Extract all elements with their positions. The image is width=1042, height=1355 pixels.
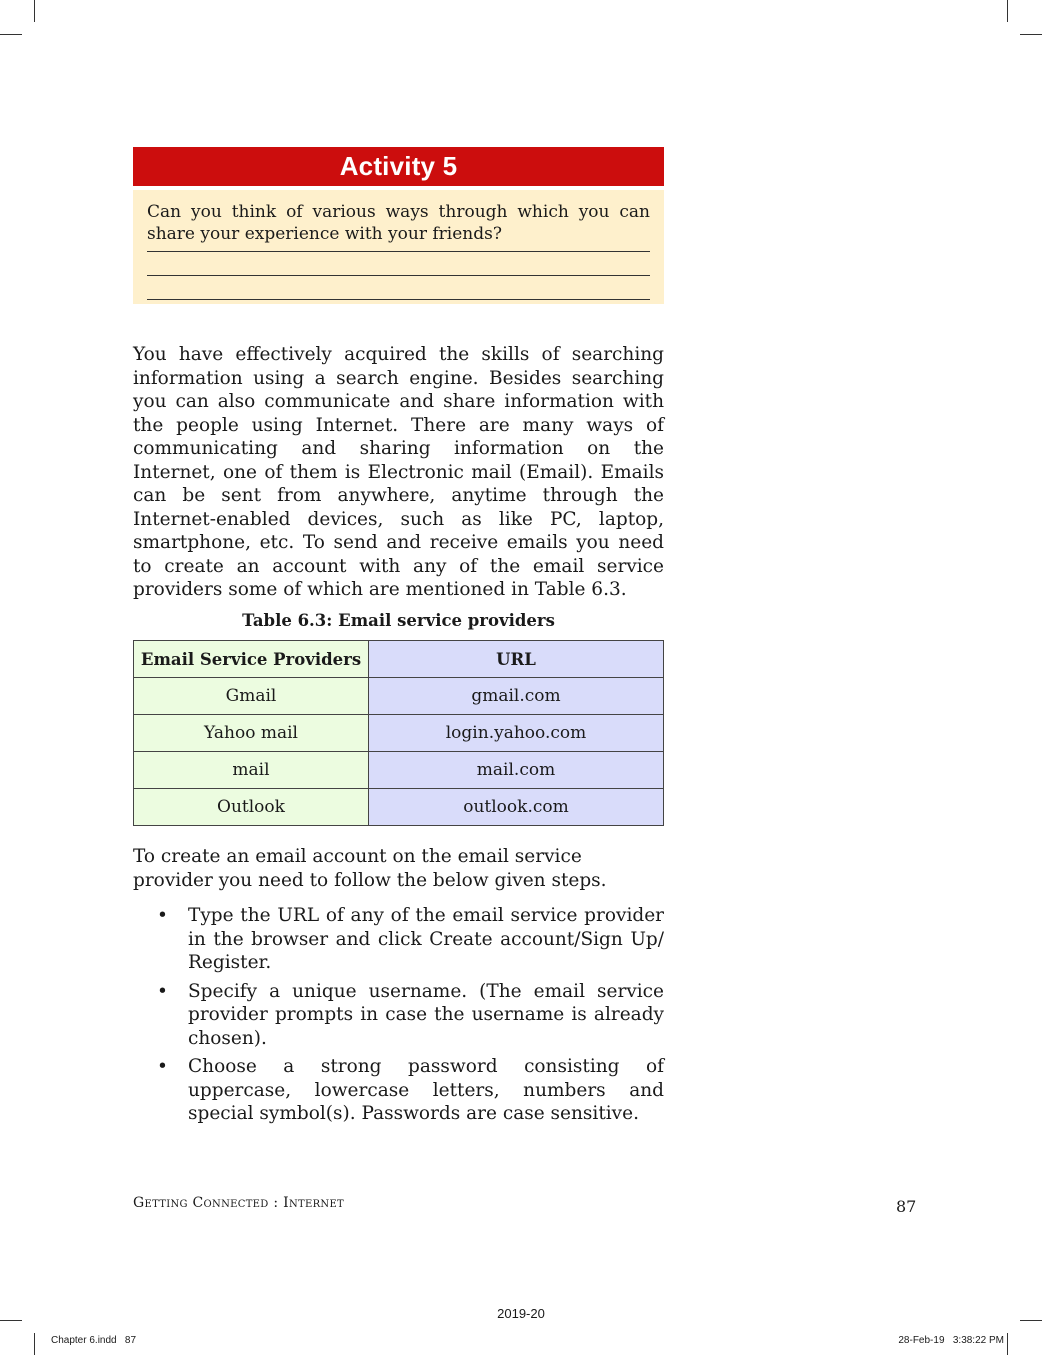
crop-mark xyxy=(0,34,22,35)
table-row xyxy=(134,752,664,789)
crop-mark xyxy=(34,0,35,22)
crop-mark xyxy=(1007,1333,1008,1355)
steps-list xyxy=(133,904,664,1131)
answer-line xyxy=(147,252,650,276)
activity-question: Can you think of various ways through which you can share your experience with your friends? xyxy=(147,202,650,244)
url-cell: login.yahoo.com xyxy=(369,715,664,752)
table-header-row xyxy=(134,641,664,678)
intro-paragraph: You have effectively acquired the skills of searching information using a search engine. Besides searching you can also communicate and share information with the people using Internet. There are many ways of communicating and sharing information on the Internet, one of them is Electronic mail (Email). Emails can be sent from anywhere, anytime through the Internet-enabled devices, such as like PC, laptop, smartphone, etc. To send and receive emails you need to create an account with any of the email service providers some of which are mentioned in Table 6.3. xyxy=(133,344,664,600)
url-cell: mail.com xyxy=(369,752,664,789)
list-item: • Choose a strong password consisting of uppercase, lowercase letters, numbers and special symbol(s). Passwords are case sensitive. xyxy=(133,1055,664,1126)
crop-mark xyxy=(34,1333,35,1355)
provider-cell: Gmail xyxy=(134,678,369,715)
column-header-provider: Email Service Providers xyxy=(134,641,369,678)
provider-cell: Yahoo mail xyxy=(134,715,369,752)
url-cell: outlook.com xyxy=(369,789,664,826)
table-caption: Table 6.3: Email service providers xyxy=(242,611,555,630)
table-row xyxy=(134,678,664,715)
print-slug-timestamp: 28-Feb-19 3:38:22 PM xyxy=(898,1335,1004,1346)
print-slug-file: Chapter 6.indd 87 xyxy=(51,1335,137,1346)
provider-cell: mail xyxy=(134,752,369,789)
column-header-url: URL xyxy=(369,641,664,678)
answer-line xyxy=(147,245,650,252)
running-footer-title: Getting Connected : Internet xyxy=(133,1195,345,1211)
edition-year: 2019-20 xyxy=(497,1306,545,1321)
provider-cell: Outlook xyxy=(134,789,369,826)
list-item: • Type the URL of any of the email service provider in the browser and click Create account/Sign Up/ Register. xyxy=(133,904,664,975)
page-number: 87 xyxy=(896,1197,917,1216)
activity-title: Activity 5 xyxy=(133,147,664,186)
url-cell: gmail.com xyxy=(369,678,664,715)
activity-box xyxy=(133,147,664,304)
email-providers-table xyxy=(133,640,664,826)
answer-line xyxy=(147,276,650,300)
steps-intro: To create an email account on the email service provider you need to follow the below given steps. xyxy=(133,846,607,891)
activity-body xyxy=(133,190,664,304)
crop-mark xyxy=(1020,34,1042,35)
table-row xyxy=(134,715,664,752)
table-row xyxy=(134,789,664,826)
crop-mark xyxy=(1007,0,1008,22)
list-item: • Specify a unique username. (The email service provider prompts in case the username is already chosen). xyxy=(133,980,664,1051)
